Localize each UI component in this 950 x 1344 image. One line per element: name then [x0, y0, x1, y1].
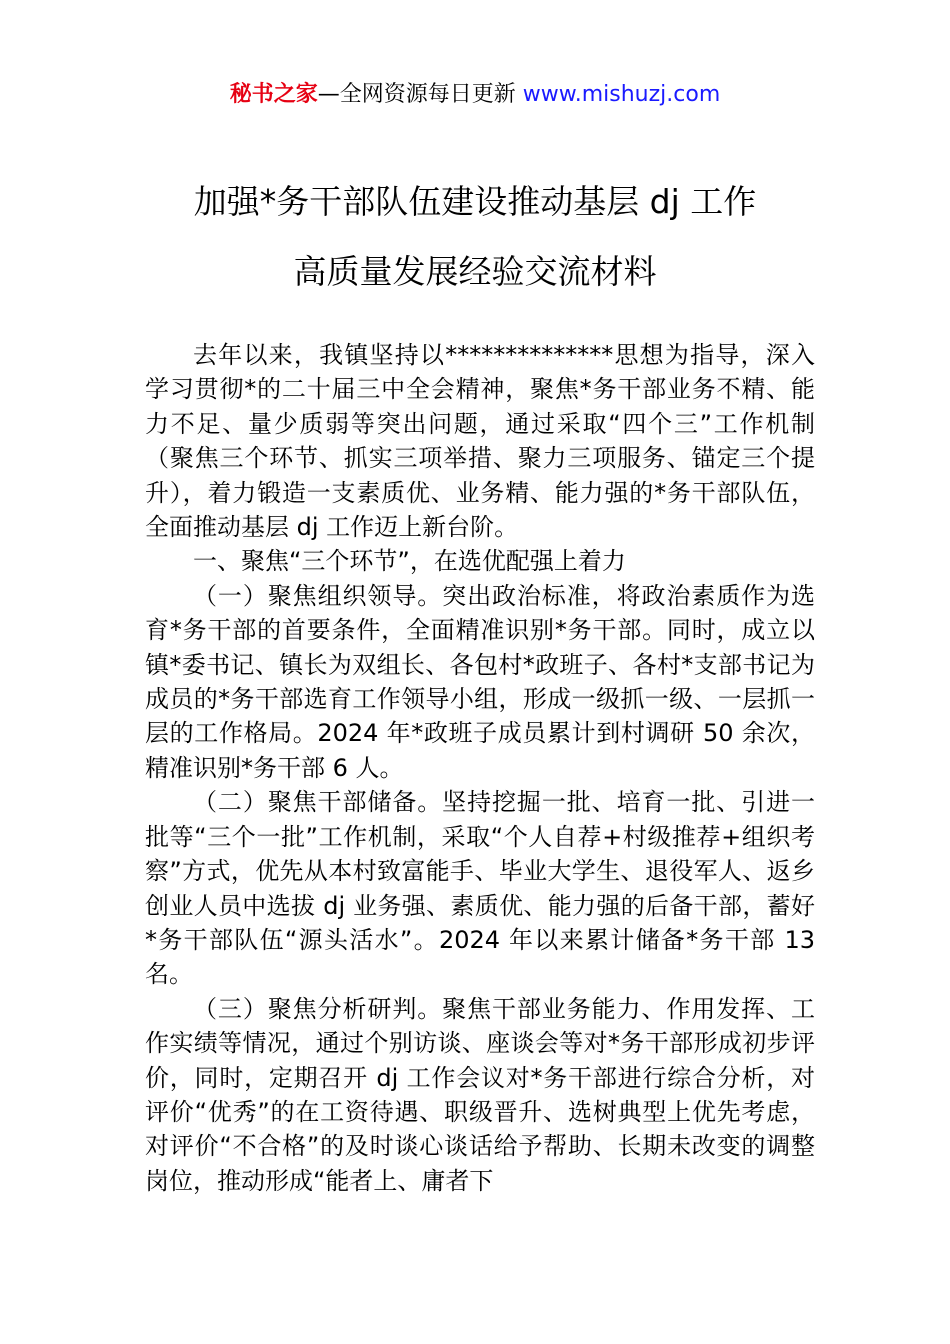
site-header — [0, 78, 950, 112]
intro-paragraph: 去年以来，我镇坚持以**************思想为指导，深入学习贯彻*的二十届三中全会精神，聚焦*务干部业务不精、能力不足、量少质弱等突出问题，通过采取“四个三”工作机制（聚焦三个环节、抓实三项举措、聚力三项服务、锚定三个提升），着力锻造一支素质优、业务精、能力强的*务干部队伍，全面推动基层 dj 工作迈上新台阶。 — [145, 341, 815, 542]
site-url-link[interactable]: www.mishuzj.com — [522, 82, 721, 107]
document-title-line-2: 高质量发展经验交流材料 — [293, 252, 657, 291]
body-paragraph: （三）聚焦分析研判。聚焦干部业务能力、作用发挥、工作实绩等情况，通过个别访谈、座谈会等对*务干部形成初步评价，同时，定期召开 dj 工作会议对*务干部进行综合分析，对评价“优秀”的在工资待遇、职级晋升、选树典型上优先考虑，对评价“不合格”的及时谈心谈话给予帮助、长期未改变的调整岗位，推动形成“能者上、庸者下 — [145, 994, 815, 1195]
body-paragraph: （一）聚焦组织领导。突出政治标准，将政治素质作为选育*务干部的首要条件，全面精准识别*务干部。同时，成立以镇*委书记、镇长为双组长、各包村*政班子、各村*支部书记为成员的*务干部选育工作领导小组，形成一级抓一级、一层抓一层的工作格局。2024 年*政班子成员累计到村调研 50 余次，精准识别*务干部 6 人。 — [145, 581, 815, 782]
site-brand: 秘书之家 — [229, 82, 318, 107]
section-heading-1: 一、聚焦“三个环节”，在选优配强上着力 — [193, 547, 626, 576]
document-title-line-1: 加强*务干部队伍建设推动基层 dj 工作 — [193, 182, 757, 221]
document-body — [145, 338, 815, 1198]
body-paragraph: （二）聚焦干部储备。坚持挖掘一批、培育一批、引进一批等“三个一批”工作机制，采取“个人自荐+村级推荐+组织考察”方式，优先从本村致富能手、毕业大学生、退役军人、返乡创业人员中选拔 dj 业务强、素质优、能力强的后备干部，蓄好*务干部队伍“源头活水”。2024 年以来累计储备*务干部 13 名。 — [145, 788, 815, 989]
site-tagline: —全网资源每日更新 — [317, 82, 523, 107]
